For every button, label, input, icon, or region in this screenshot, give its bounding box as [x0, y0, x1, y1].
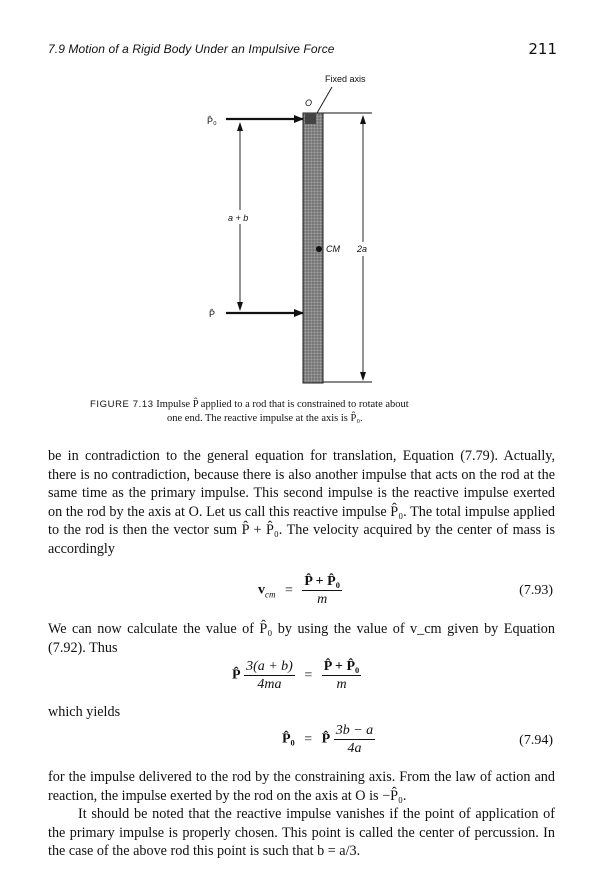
pivot-o-label: O — [305, 98, 313, 108]
eq793-lhs: v — [258, 582, 265, 598]
eq793-denominator: m — [317, 592, 328, 607]
eq794-fraction — [334, 722, 375, 757]
dimension-2a-arrowhead-top — [360, 115, 366, 124]
eq793-numerator: P̂ + P̂₀ — [304, 574, 340, 589]
eq-thus-rhs-fraction — [322, 658, 362, 693]
eq793-fraction — [302, 573, 342, 608]
dimension-2a-arrowhead-bottom — [360, 372, 366, 381]
pivot-block — [305, 113, 316, 124]
page-number: 211 — [528, 40, 557, 58]
fixed-axis-label: Fixed axis — [325, 74, 366, 84]
eq794-denominator: 4a — [347, 741, 362, 756]
paragraph-5: It should be noted that the reactive impulse vanishes if the point of application of the primary impulse is properly chosen. This point is called the center of percussion. In the case of the above rod this point is such that b = a/3. — [48, 806, 555, 860]
dimension-a-plus-b-arrowhead-bottom — [237, 302, 243, 311]
eq794-lhs: P̂₀ — [282, 731, 295, 747]
figure-rod-diagram — [0, 60, 595, 395]
paragraph-1: be in contradiction to the general equation for translation, Equation (7.79). Actually, there is no contradiction, because there is also another impulse that acts on the rod at the same time as the primary impulse. This second impulse is the reactive impulse exerted on the rod by the axis at O. Let us call this reactive impulse P̂₀. The total impulse applied to the rod is then the vector sum P̂ + P̂₀. The velocity acquired by the center of mass is accordingly — [48, 448, 555, 557]
eq-thus-rhs-numerator: P̂ + P̂₀ — [323, 659, 360, 674]
dimension-a-plus-b-arrowhead-top — [237, 122, 243, 131]
equation-thus — [232, 658, 361, 693]
eq794-factor: P̂ — [321, 731, 331, 747]
eq794-equals: = — [304, 731, 313, 747]
figure-caption-line2: one end. The reactive impulse at the axis is P̂₀. — [167, 413, 363, 424]
figure-caption-label: FIGURE 7.13 — [90, 399, 154, 410]
eq-thus-lhs-factor: P̂ — [232, 667, 241, 683]
paragraph-3: which yields — [48, 704, 121, 720]
eq-thus-lhs-numerator: 3(a + b) — [246, 659, 293, 674]
equation-7-93 — [258, 573, 342, 608]
equation-number-7-93: (7.93) — [519, 583, 553, 598]
two-a-label: 2a — [357, 244, 368, 254]
p-label: P̂ — [209, 309, 216, 319]
equation-7-94 — [282, 722, 375, 757]
p0-label: P̂₀ — [207, 116, 217, 126]
eq-thus-equals: = — [304, 667, 313, 683]
eq-thus-rhs-denominator: m — [336, 677, 347, 692]
paragraph-4: for the impulse delivered to the rod by the constraining axis. From the law of action and reaction, the impulse exerted by the rod on the axis at O is −P̂₀. — [48, 769, 555, 804]
a-plus-b-label: a + b — [228, 213, 249, 223]
running-header-section: 7.9 Motion of a Rigid Body Under an Impulsive Force — [48, 42, 335, 56]
figure-caption — [90, 398, 530, 426]
eq793-lhs-sub: cm — [265, 589, 276, 600]
equation-number-7-94: (7.94) — [519, 733, 553, 748]
eq-thus-lhs-fraction — [244, 658, 295, 693]
eq793-equals: = — [285, 582, 293, 598]
eq794-numerator: 3b − a — [335, 723, 374, 738]
cm-label: CM — [326, 244, 340, 254]
figure-caption-line1: Impulse P̂ applied to a rod that is constrained to rotate about — [156, 399, 409, 410]
paragraph-2: We can now calculate the value of P̂₀ by using the value of v_cm given by Equation (7.92). Thus — [48, 621, 555, 656]
eq-thus-lhs-denominator: 4ma — [257, 677, 282, 692]
center-of-mass-dot — [316, 246, 322, 252]
